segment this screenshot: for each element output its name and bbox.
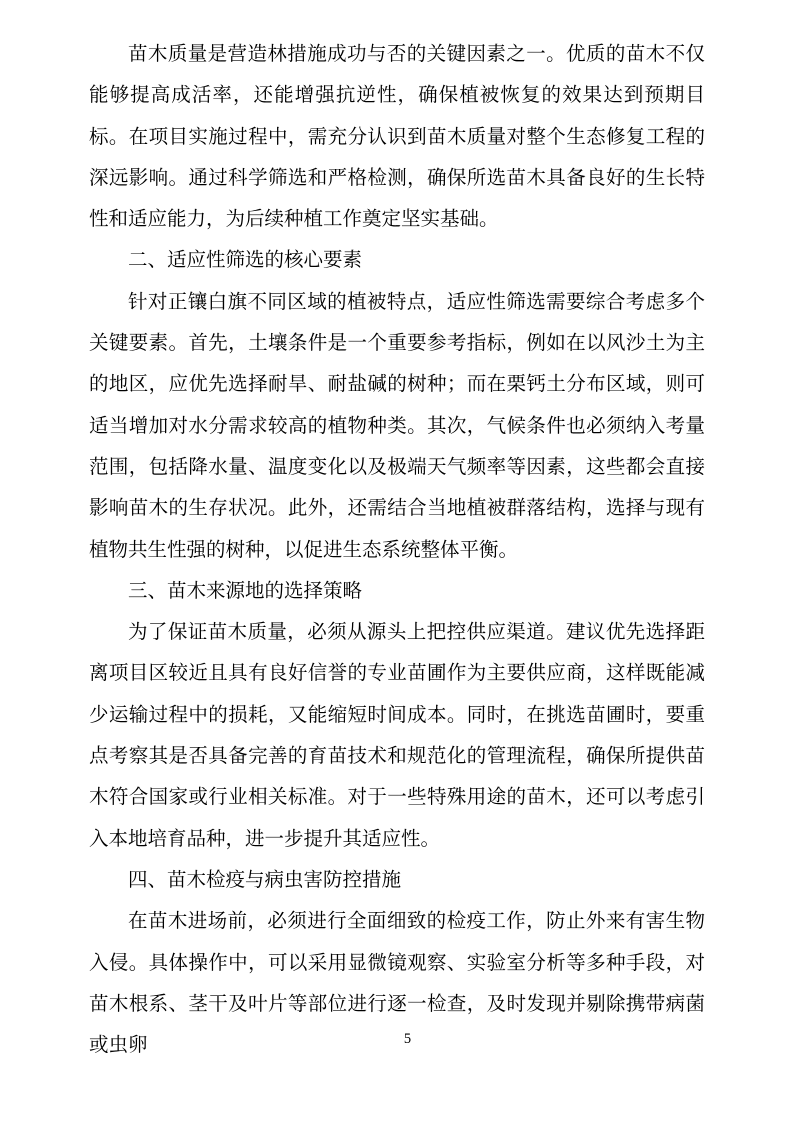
paragraph-seedling-source: 为了保证苗木质量，必须从源头上把控供应渠道。建议优先选择距离项目区较近且具有良好信誉的专业苗圃作为主要供应商，这样既能减少运输过程中的损耗，又能缩短时间成本。同时，在挑选苗圃时，要重点考察其是否具备完善的育苗技术和规范化的管理流程，确保所提供苗木符合国家或行业相关标准。对于一些特殊用途的苗木，还可以考虑引入本地培育品种，进一步提升其适应性。 (89, 622, 705, 850)
section-heading-3-seedling-source: 三、苗木来源地的选择策略 (128, 580, 363, 602)
section-heading-4-quarantine-pest-control: 四、苗木检疫与病虫害防控措施 (128, 869, 402, 891)
page-number: 5 (403, 1031, 412, 1047)
paragraph-adaptability-screening: 针对正镶白旗不同区域的植被特点，适应性筛选需要综合考虑多个关键要素。首先，土壤条件是一个重要参考指标，例如在以风沙土为主的地区，应优先选择耐旱、耐盐碱的树种；而在栗钙土分布区域，则可适当增加对水分需求较高的植物种类。其次，气候条件也必须纳入考量范围，包括降水量、温度变化以及极端天气频率等因素，这些都会直接影响苗木的生存状况。此外，还需结合当地植被群落结构，选择与现有植物共生性强的树种，以促进生态系统整体平衡。 (89, 291, 705, 561)
paragraph-quarantine-pest-control: 在苗木进场前，必须进行全面细致的检疫工作，防止外来有害生物入侵。具体操作中，可以采用显微镜观察、实验室分析等多种手段，对苗木根系、茎干及叶片等部位进行逐一检查，及时发现并剔除携带病菌或虫卵 (89, 911, 705, 1057)
section-heading-2-adaptability-screening: 二、适应性筛选的核心要素 (128, 250, 363, 272)
paragraph-seedling-quality-intro: 苗木质量是营造林措施成功与否的关键因素之一。优质的苗木不仅能够提高成活率，还能增强抗逆性，确保植被恢复的效果达到预期目标。在项目实施过程中，需充分认识到苗木质量对整个生态修复工程的深远影响。通过科学筛选和严格检测，确保所选苗木具备良好的生长特性和适应能力，为后续种植工作奠定坚实基础。 (89, 44, 705, 231)
document-body (89, 34, 705, 1066)
